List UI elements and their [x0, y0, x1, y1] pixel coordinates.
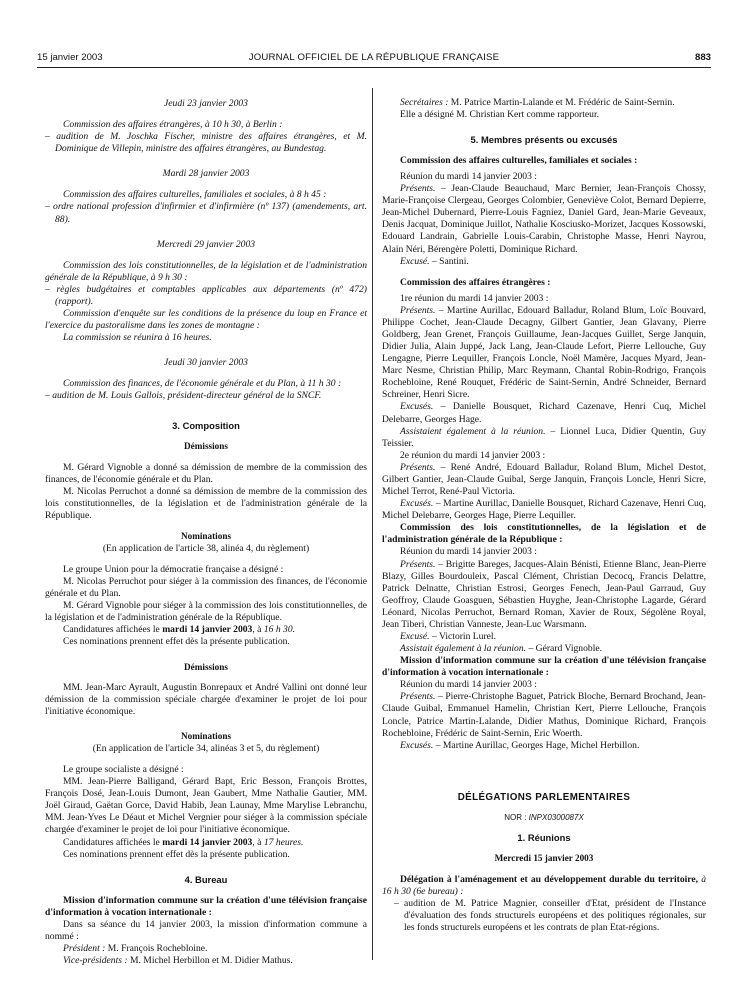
agenda-item: – audition de M. Joschka Fischer, ministre des affaires étrangères, et M. Dominique de Villepin, ministre des affaires étrangères, au Bundestag.	[45, 131, 367, 155]
nor-label: NOR :	[504, 813, 529, 823]
column-divider	[372, 88, 373, 960]
delegation-time: à 16 h 30 (6e bureau) :	[382, 873, 706, 897]
date-heading: Mercredi 15 janvier 2003	[494, 853, 594, 864]
attendance	[382, 691, 706, 739]
attendance	[382, 183, 706, 255]
paragraph	[45, 955, 367, 967]
attendance	[382, 305, 706, 402]
paragraph: M. Gérard Vignoble a donné sa démission de membre de la commission des finances, de l'économie générale et du Plan.	[45, 461, 367, 485]
delegation-name: Délégation à l'aménagement et au développement durable du territoire,	[400, 873, 699, 885]
time-italic: 16 h 30.	[263, 624, 296, 636]
label: Présents.	[400, 183, 436, 195]
role-holder: M. Patrice Martin-Lalande et M. Frédéric de Saint-Sernin.	[448, 97, 675, 108]
names: – Jean-Claude Beauchaud, Marc Bernier, Jean-François Chossy, Marie-Françoise Clergeau, Georges Colombier, Geneviève Colot, Bernard Depierre, Jean-Michel Dubernard, Pierre-Louis Fagniez, Daniel Gard, Jean-Marie Geveaux, Denis Jacquat, Dominique Juillot, Nathalie Kosciusko-Morizet, Jacques Kossowski, Edouard Landrain, Gabrielle Louis-Carabin, Christophe Masse, Henri Nayrou, Alain Néri, Bérengère Poletti, Dominique Richard.	[382, 183, 706, 255]
attendance	[382, 256, 706, 268]
paragraph: M. Nicolas Perruchot pour siéger à la commission des finances, de l'économie générale et du Plan.	[45, 576, 367, 600]
date-heading: Mardi 28 janvier 2003	[162, 168, 250, 180]
section-heading: 4. Bureau	[184, 873, 228, 885]
agenda-item: – règles budgétaires et comptables applicables aux départements (nº 472) (rapport).	[45, 283, 367, 307]
names: – Danielle Bousquet, Richard Cazenave, Henri Cuq, Michel Delebarre, Georges Hage.	[382, 401, 706, 425]
names: – Martine Aurillac, Georges Hage, Michel Herbillon.	[433, 739, 640, 751]
header-page-number: 883	[694, 52, 711, 63]
meeting-line: Réunion du mardi 14 janvier 2003 :	[400, 171, 537, 183]
agenda-item: Commission des affaires culturelles, familiales et sociales, à 8 h 45 :	[63, 189, 327, 201]
paragraph: Elle a désigné M. Christian Kert comme rapporteur.	[400, 109, 600, 121]
paragraph	[45, 837, 367, 849]
paragraph	[382, 97, 706, 109]
attendance	[382, 462, 706, 498]
role-holder: M. Michel Herbillon et M. Didier Mathus.	[127, 954, 293, 966]
text: , à	[252, 624, 264, 636]
agenda-item: Commission des affaires étrangères, à 10 h 30, à Berlin :	[63, 119, 283, 131]
agenda-item: La commission se réunira à 16 heures.	[63, 332, 212, 344]
text: Candidatures affichées le	[63, 624, 163, 636]
role-label: Président :	[63, 942, 106, 954]
label: Présents.	[400, 461, 436, 473]
label: Présents.	[400, 691, 436, 703]
label: Assistait également à la réunion.	[400, 643, 527, 655]
agenda-item: – audition de M. Louis Gallois, président-directeur général de la SNCF.	[45, 390, 322, 402]
names: – Lionnel Luca, Didier Quentin, Guy Teissier.	[382, 425, 706, 449]
header-date: 15 janvier 2003	[37, 52, 103, 63]
delegation-title	[382, 874, 706, 898]
role-holder: M. François Rochebloine.	[105, 942, 208, 954]
paragraph: M. Gérard Vignoble pour siéger à la commission des lois constitutionnelles, de la législation et de l'administration générale de la République.	[45, 600, 367, 624]
paragraph: Ces nominations prennent effet dès la présente publication.	[63, 848, 290, 860]
paragraph: MM. Jean-Marc Ayrault, Augustin Bonrepaux et André Vallini ont donné leur démission de la commission spéciale chargée d'examiner le projet de loi pour l'initiative économique.	[45, 682, 367, 718]
role-label: Vice-présidents :	[63, 954, 128, 966]
page-header	[37, 52, 711, 64]
label: Excusés.	[400, 739, 434, 751]
delegations-heading: DÉLÉGATIONS PARLEMENTAIRES	[457, 791, 631, 803]
paragraph: Dans sa séance du 14 janvier 2003, la mission d'information commune a nommé :	[45, 918, 367, 942]
commission-title: Mission d'information commune sur la création d'une télévision française d'information à vocation internationale :	[382, 655, 706, 679]
names: – Pierre-Christophe Baguet, Patrick Bloche, Bernard Brochand, Jean-Claude Guibal, Emmanuel Hamelin, Christian Kert, Pierre Lellouche, François Loncle, Patrice Martin-Lalande, Didier Mathus, Dominique Richard, François Rochebloine, Frédéric de Saint-Sernin, Eric Woerth.	[382, 691, 706, 739]
meeting-line: Réunion du mardi 14 janvier 2003 :	[400, 546, 537, 558]
section-heading: 1. Réunions	[517, 832, 571, 844]
subsection-heading: Nominations	[180, 531, 232, 542]
application-note: (En application de l'article 38, alinéa 4, du règlement)	[102, 542, 310, 554]
nor-code: INPX0300087X	[528, 813, 584, 823]
attendance	[382, 643, 706, 655]
paragraph: M. Nicolas Perruchot a donné sa démission de membre de la commission des lois constitutionnelles, de la législation et de l'administration générale de la République.	[45, 486, 367, 522]
names: – Santini.	[429, 255, 469, 267]
meeting-line: 1re réunion du mardi 14 janvier 2003 :	[400, 292, 549, 304]
names: – Victorin Lurel.	[429, 630, 496, 642]
commission-title: Commission des affaires culturelles, familiales et sociales :	[400, 155, 638, 166]
agenda-item: Commission des finances, de l'économie générale et du Plan, à 11 h 30 :	[63, 378, 342, 390]
paragraph: Ces nominations prennent effet dès la présente publication.	[63, 636, 290, 648]
agenda-item: Commission d'enquête sur les conditions de la présence du loup en France et l'exercice du pastoralisme dans les zones de montagne :	[45, 308, 367, 332]
section-heading: 3. Composition	[172, 420, 240, 432]
names: – Martine Aurillac, Edouard Balladur, Roland Blum, Loïc Bouvard, Philippe Cochet, Jean-Claude Decagny, Gilbert Gantier, Jean Glavany, Pierre Goldberg, Jean Grenet, François Guillaume, Jean-Jacques Guillet, Serge Janquin, Didier Julia, Alain Juppé, Jack Lang, Jean-Claude Lefort, Pierre Lellouche, Guy Lengagne, Pierre Lequiller, François Loncle, Noël Mamère, Jacques Myard, Jean-Marc Nesme, Christian Philip, Marc Reymann, Chantal Robin-Rodrigo, François Rochebloine, René Rouquet, Frédéric de Saint-Sernin, André Schneider, Bernard Schreiner, Henri Sicre.	[382, 304, 706, 401]
date-heading: Mercredi 29 janvier 2003	[156, 238, 256, 250]
right-column	[382, 97, 706, 934]
label: Présents.	[400, 558, 436, 570]
date-heading: Jeudi 23 janvier 2003	[164, 98, 248, 109]
attendance	[382, 498, 706, 522]
label: Excusés.	[400, 401, 434, 413]
names: – Gérard Vignoble.	[526, 643, 603, 655]
paragraph	[45, 943, 367, 955]
attendance	[382, 426, 706, 450]
attendance	[382, 559, 706, 631]
paragraph: Le groupe Union pour la démocratie française a désigné :	[63, 563, 284, 575]
attendance	[382, 401, 706, 425]
text: Candidatures affichées le	[63, 836, 163, 848]
commission-title: Commission des lois constitutionnelles, de la législation et de l'administration générale de la République :	[382, 522, 706, 546]
meeting-line: 2e réunion du mardi 14 janvier 2003 :	[400, 449, 546, 461]
paragraph: MM. Jean-Pierre Balligand, Gérard Bapt, Eric Besson, François Brottes, François Dosé, Jean-Louis Dumont, Jean Gaubert, Mme Nathalie Gautier, MM. Joël Giraud, Gaëtan Gorce, David Habib, Jean Launay, Mme Marylise Lebranchu, MM. Jean-Yves Le Déaut et Michel Vergnier pour siéger à la commission spéciale chargée d'examiner le projet de loi pour l'initiative économique.	[45, 776, 367, 836]
label: Excusés.	[400, 498, 434, 510]
label: Excusé.	[400, 630, 430, 642]
paragraph	[45, 624, 367, 636]
paragraph: Le groupe socialiste a désigné :	[63, 764, 184, 776]
time-italic: 17 heures.	[263, 836, 304, 848]
commission-title: Commission des affaires étrangères :	[400, 276, 551, 288]
label: Présents.	[400, 304, 436, 316]
names: – Brigitte Bareges, Jacques-Alain Bénisti, Etienne Blanc, Jean-Pierre Blazy, Gilles Bourdouleix, Pascal Clément, Christian Decocq, Francis Delattre, Patrick Delnatte, Christian Estrosi, Georges Fenech, Jean-Paul Garraud, Guy Geoffroy, Claude Goasguen, Sébastien Huyghe, Jean-Christophe Lagarde, Gérard Léonard, Nicolas Perruchot, Bernard Roman, Xavier de Roux, Ségolène Royal, Jean Tiberi, Christian Vanneste, Jean-Luc Warsmann.	[382, 558, 706, 630]
subsection-heading: Démissions	[184, 441, 228, 452]
subsection-heading: Démissions	[184, 661, 228, 672]
date-bold: mardi 14 janvier 2003	[162, 836, 253, 848]
attendance	[382, 740, 706, 752]
nor-reference	[382, 813, 706, 823]
attendance	[382, 631, 706, 643]
role-label: Secrétaires :	[400, 97, 449, 108]
mission-title: Mission d'information commune sur la création d'une télévision française d'information à vocation internationale :	[45, 894, 367, 918]
label: Excusé.	[400, 255, 430, 267]
text: , à	[252, 836, 264, 848]
names: – Martine Aurillac, Danielle Bousquet, Richard Cazenave, Henri Cuq, Michel Delebarre, Georges Hage, Pierre Lequiller.	[382, 498, 706, 522]
label: Assistaient également à la réunion.	[400, 425, 546, 437]
subsection-heading: Nominations	[180, 731, 232, 742]
header-journal-title: JOURNAL OFFICIEL DE LA RÉPUBLIQUE FRANÇAISE	[248, 52, 500, 63]
section-heading: 5. Membres présents ou excusés	[470, 134, 618, 146]
date-heading: Jeudi 30 janvier 2003	[164, 357, 248, 369]
left-column	[45, 98, 367, 967]
agenda-item: Commission des lois constitutionnelles, de la législation et de l'administration générale de la République, à 9 h 30 :	[45, 259, 367, 283]
header-rule	[37, 67, 711, 68]
date-bold: mardi 14 janvier 2003	[162, 624, 253, 636]
names: – René André, Edouard Balladur, Roland Blum, Michel Destot, Gilbert Gantier, Jean-Claude Guibal, Serge Janquin, François Loncle, Henri Sicre, Michel Terrot, René-Paul Victoria.	[382, 461, 706, 498]
application-note: (En application de l'article 34, alinéas 3 et 5, du règlement)	[92, 742, 320, 754]
agenda-item: – audition de M. Patrice Magnier, conseiller d'Etat, président de l'Instance d'évaluation des fonds structurels européens et des politiques régionales, sur les fonds structurels européens et les contrats de plan Etat-régions.	[394, 897, 706, 933]
agenda-item: – ordre national profession d'infirmier et d'infirmière (nº 137) (amendements, art. 88).	[45, 201, 367, 225]
meeting-line: Réunion du mardi 14 janvier 2003 :	[400, 679, 537, 691]
